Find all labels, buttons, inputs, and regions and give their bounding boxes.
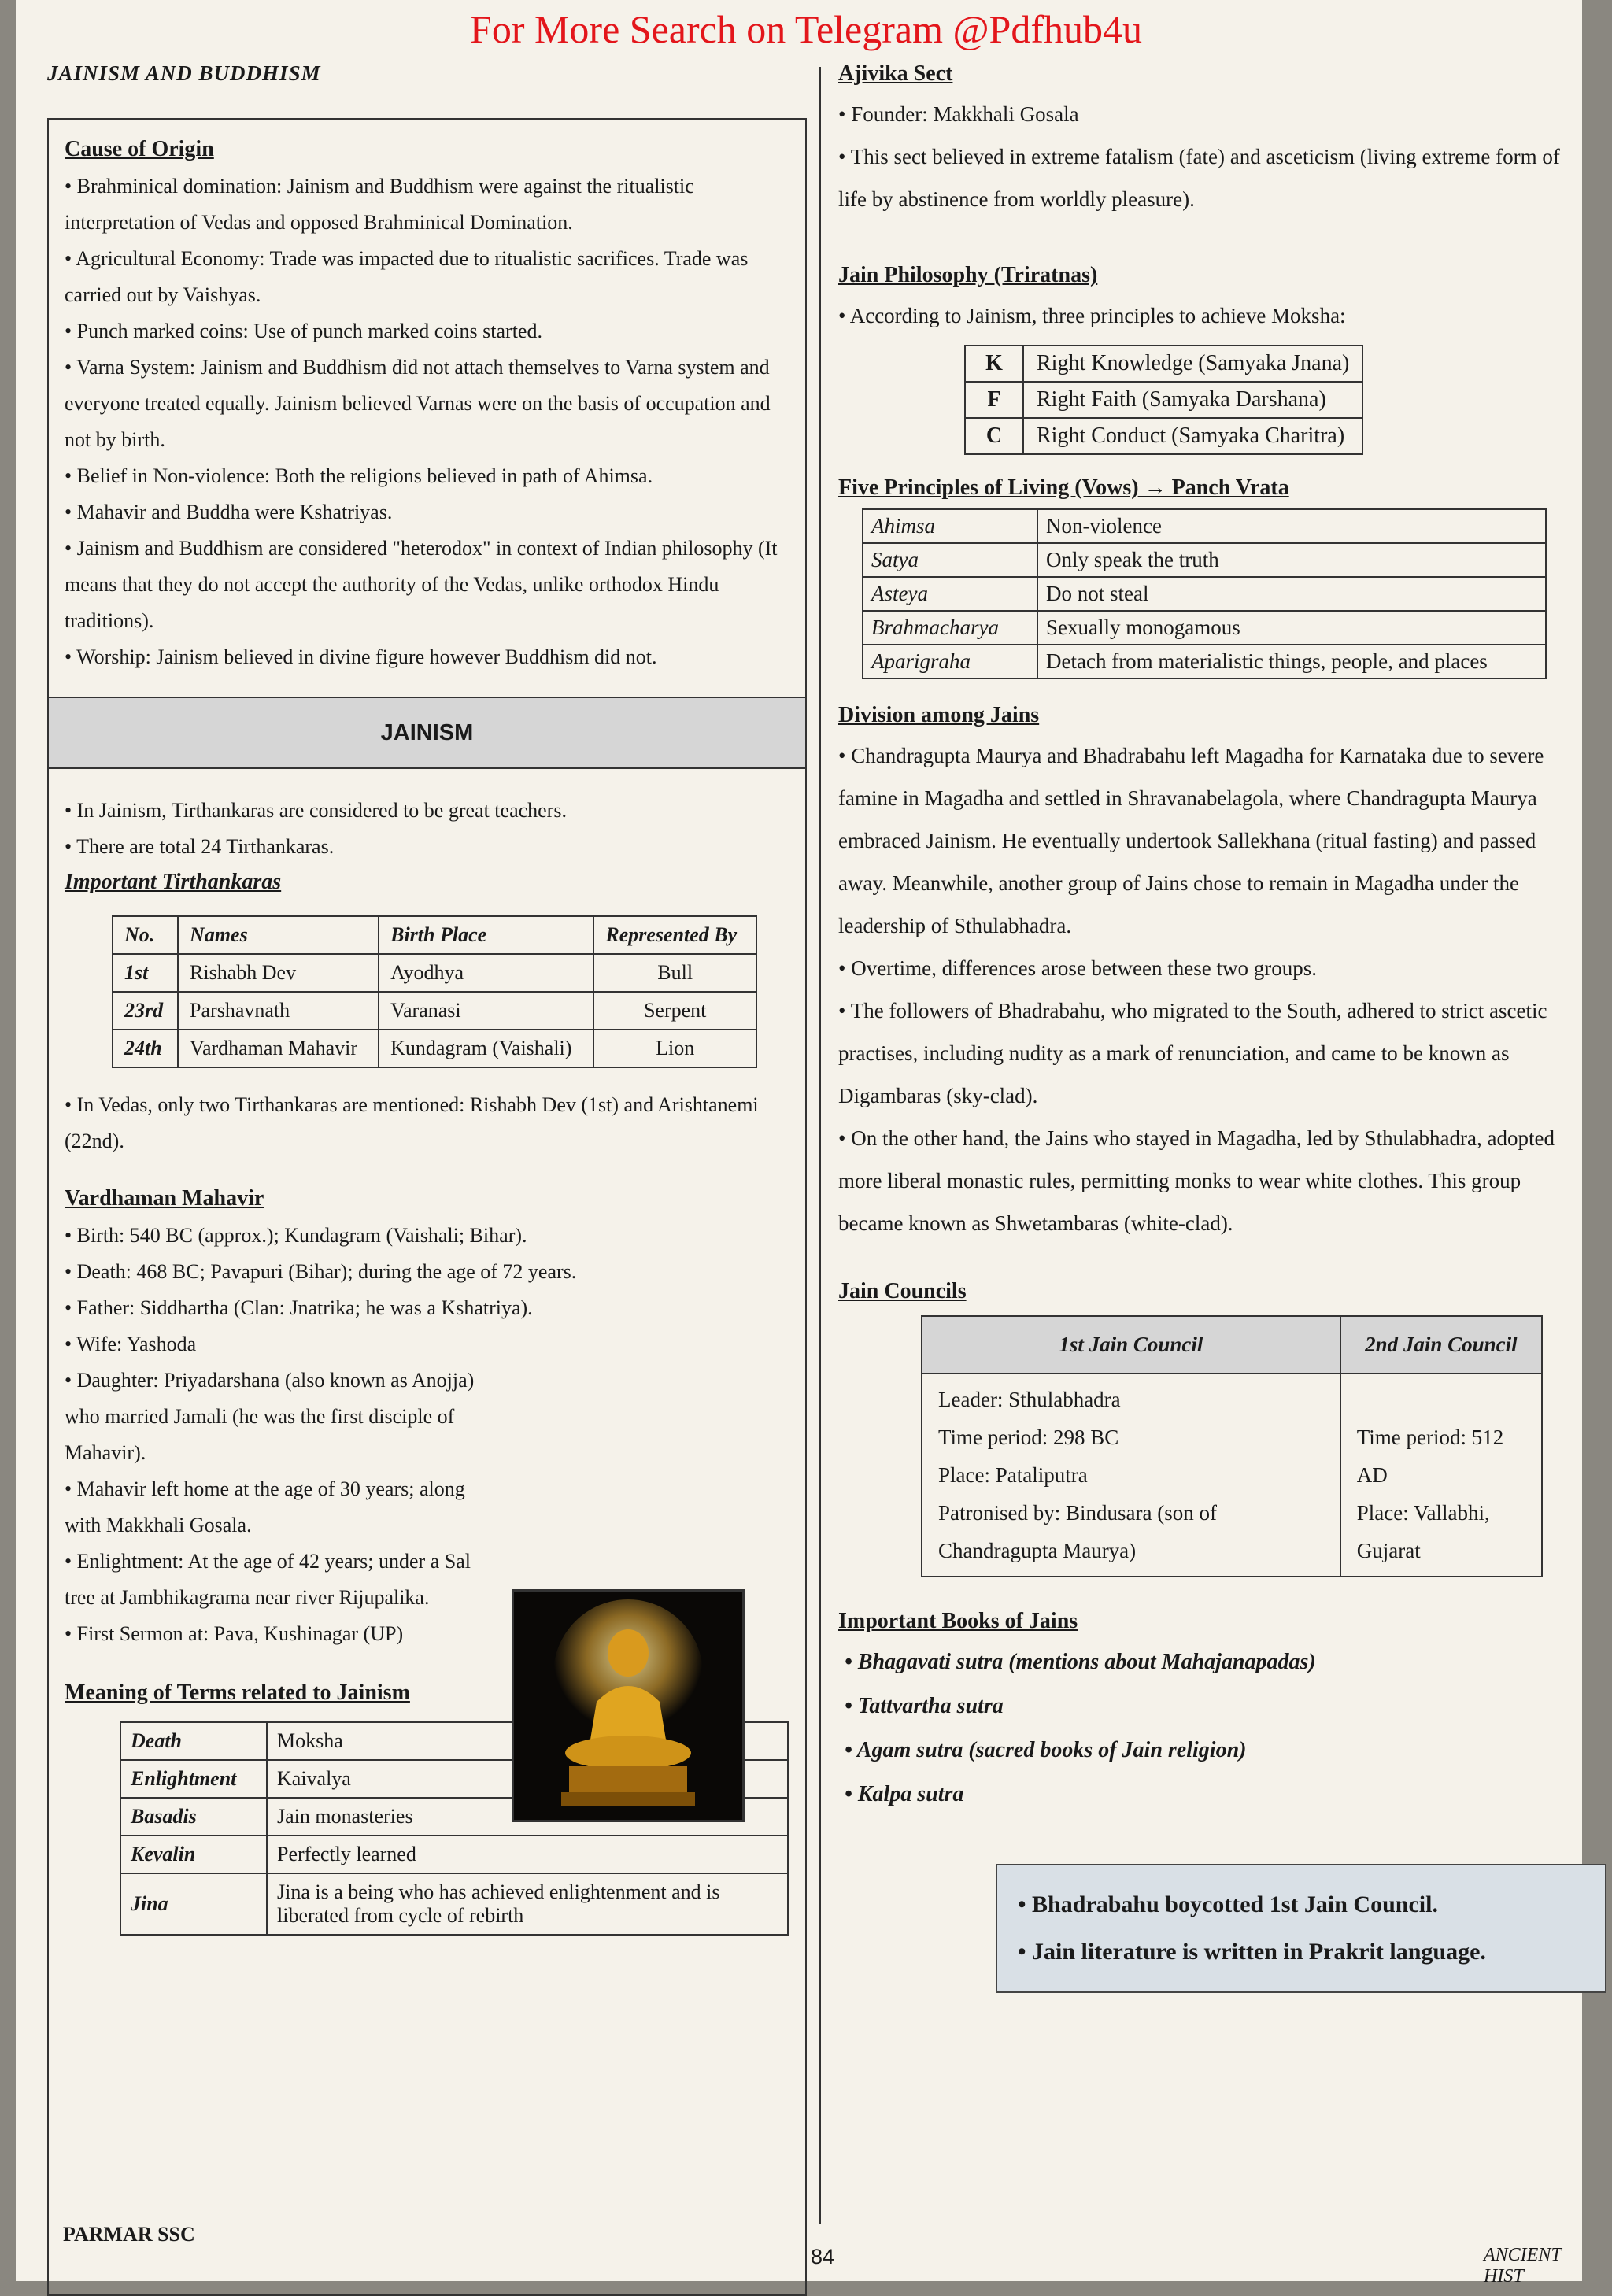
- jainism-intro-item: • There are total 24 Tirthankaras.: [65, 835, 335, 858]
- table-header-row: [922, 1316, 1542, 1374]
- table-cell: Right Conduct (Samyaka Charitra): [1023, 418, 1362, 454]
- meaning-cell: Perfectly learned: [267, 1836, 788, 1873]
- vedas-note: • In Vedas, only two Tirthankaras are mentioned: Rishabh Dev (1st) and Arishtanemi (22nd).: [65, 1093, 759, 1152]
- councils-table: [921, 1315, 1543, 1577]
- table-cell: Only speak the truth: [1037, 543, 1546, 577]
- origin-item: • Worship: Jainism believed in divine figure however Buddhism did not.: [65, 645, 657, 668]
- mahavir-item: • Mahavir left home at the age of 30 years; along with Makkhali Gosala.: [65, 1477, 465, 1536]
- section-tag: ANCIENT HIST: [1484, 2245, 1562, 2287]
- note-item: • Bhadrabahu boycotted 1st Jain Council.: [1018, 1891, 1438, 1917]
- table-cell: F: [965, 382, 1023, 418]
- division-item: • On the other hand, the Jains who stayed in Magadha, led by Sthulabhadra, adopted more liberal monastic rules, permitting monks to wear white clothes. This group became known as Shwetambaras (white-clad).: [838, 1126, 1555, 1235]
- ajivika-item: • This sect believed in extreme fatalism (fate) and asceticism (living extreme form of life by abstinence from worldly pleasure).: [838, 145, 1560, 211]
- council-1-period: Time period: 298 BC: [938, 1425, 1119, 1449]
- councils-heading: Jain Councils: [838, 1279, 967, 1303]
- table-cell: Serpent: [593, 992, 756, 1030]
- vows-table: [862, 508, 1547, 679]
- meaning-cell: Jain monasteries: [267, 1798, 788, 1836]
- table-cell: Ahimsa: [863, 509, 1037, 543]
- jainism-section-band: JAINISM: [47, 697, 807, 769]
- page-sheet: [16, 0, 1582, 2287]
- division-item: • The followers of Bhadrabahu, who migrated to the South, adhered to strict ascetic practises, including nudity as a mark of renunciation, and came to be known as Digambaras (sky-clad).: [838, 999, 1547, 1107]
- table-cell: Asteya: [863, 577, 1037, 611]
- table-cell: Varanasi: [379, 992, 593, 1030]
- book-item: • Agam sutra (sacred books of Jain religion): [845, 1738, 1247, 1762]
- origin-item: • Punch marked coins: Use of punch marked coins started.: [65, 320, 542, 342]
- jainism-section-body: [47, 769, 807, 2296]
- table-row: [113, 954, 756, 992]
- right-column: [838, 61, 1578, 1993]
- column-header: Represented By: [593, 916, 756, 954]
- table-cell: 24th: [113, 1030, 178, 1067]
- table-row: [113, 992, 756, 1030]
- table-cell: Non-violence: [1037, 509, 1546, 543]
- council-1-cell: [922, 1374, 1340, 1577]
- term-cell: Enlightment: [120, 1760, 267, 1798]
- table-row: [965, 346, 1362, 382]
- council-2-period: Time period: 512 AD: [1356, 1425, 1504, 1487]
- table-cell: 23rd: [113, 992, 178, 1030]
- table-cell: Aparigraha: [863, 645, 1037, 678]
- column-header: Names: [178, 916, 379, 954]
- table-cell: K: [965, 346, 1023, 382]
- page-number: 84: [811, 2245, 835, 2268]
- column-header: No.: [113, 916, 178, 954]
- term-cell: Basadis: [120, 1798, 267, 1836]
- mahavir-item: • Death: 468 BC; Pavapuri (Bihar); during the age of 72 years.: [65, 1260, 577, 1283]
- mahavir-heading: Vardhaman Mahavir: [65, 1186, 264, 1211]
- term-cell: Death: [120, 1722, 267, 1760]
- table-cell: Brahmacharya: [863, 611, 1037, 645]
- note-item: • Jain literature is written in Prakrit language.: [1018, 1939, 1486, 1965]
- term-cell: Kevalin: [120, 1836, 267, 1873]
- table-cell: Do not steal: [1037, 577, 1546, 611]
- book-item: • Bhagavati sutra (mentions about Mahajanapadas): [845, 1650, 1316, 1674]
- mahavir-item: • Daughter: Priyadarshana (also known as Anojja) who married Jamali (he was the first disciple of Mahavir).: [65, 1369, 475, 1464]
- table-row: [863, 645, 1546, 678]
- mahavir-item: • Father: Siddhartha (Clan: Jnatrika; he was a Kshatriya).: [65, 1296, 533, 1319]
- telegram-banner: For More Search on Telegram @Pdfhub4u: [470, 7, 1142, 51]
- mahavir-item: • First Sermon at: Pava, Kushinagar (UP): [65, 1622, 404, 1645]
- origin-item: • Jainism and Buddhism are considered "heterodox" in context of Indian philosophy (It means that they do not accept the authority of the Vedas, unlike orthodox Hindu traditions).: [65, 537, 778, 632]
- table-header-row: [113, 916, 756, 954]
- mahavir-item: • Wife: Yashoda: [65, 1333, 197, 1355]
- term-cell: Jina: [120, 1873, 267, 1935]
- table-row: [120, 1836, 788, 1873]
- table-row: [863, 543, 1546, 577]
- terms-heading: Meaning of Terms related to Jainism: [65, 1680, 410, 1705]
- origin-item: • Varna System: Jainism and Buddhism did not attach themselves to Varna system and everyone treated equally. Jainism believed Varnas were on the basis of occupation and not by birth.: [65, 356, 771, 451]
- column-header: Birth Place: [379, 916, 593, 954]
- table-row: [863, 611, 1546, 645]
- philosophy-intro: • According to Jainism, three principles to achieve Moksha:: [838, 304, 1346, 327]
- meaning-cell: Moksha: [267, 1722, 788, 1760]
- ajivika-item: • Founder: Makkhali Gosala: [838, 102, 1079, 126]
- division-item: • Chandragupta Maurya and Bhadrabahu left Magadha for Karnataka due to severe famine in Magadha and settled in Shravanabelagola, where Chandragupta Maurya embraced Jainism. He eventually undertook Sallekhana (ritual fasting) and passed away. Meanwhile, another group of Jains chose to remain in Magadha under the leadership of Sthulabhadra.: [838, 744, 1544, 937]
- council-2-place: Place: Vallabhi, Gujarat: [1356, 1501, 1490, 1562]
- table-cell: Kundagram (Vaishali): [379, 1030, 593, 1067]
- tirthankaras-heading: Important Tirthankaras: [65, 870, 282, 894]
- table-cell: Right Faith (Samyaka Darshana): [1023, 382, 1362, 418]
- books-heading: Important Books of Jains: [838, 1609, 1078, 1633]
- origin-heading: Cause of Origin: [65, 137, 214, 161]
- table-cell: Rishabh Dev: [178, 954, 379, 992]
- council-1-leader: Leader: Sthulabhadra: [938, 1388, 1121, 1411]
- cause-of-origin-box: [47, 118, 807, 697]
- table-cell: Lion: [593, 1030, 756, 1067]
- table-cell: Satya: [863, 543, 1037, 577]
- table-cell: Right Knowledge (Samyaka Jnana): [1023, 346, 1362, 382]
- table-cell: Bull: [593, 954, 756, 992]
- triratnas-table: [964, 345, 1363, 455]
- column-header: 2nd Jain Council: [1340, 1316, 1542, 1374]
- vows-heading: Five Principles of Living (Vows) → Panch Vrata: [838, 475, 1289, 500]
- mahavir-statue-image: [512, 1589, 745, 1822]
- key-notes-box: [996, 1864, 1606, 1993]
- table-row: [863, 509, 1546, 543]
- table-cell: Sexually monogamous: [1037, 611, 1546, 645]
- origin-item: • Mahavir and Buddha were Kshatriyas.: [65, 501, 393, 523]
- running-head: JAINISM AND BUDDHISM: [47, 61, 321, 85]
- table-cell: Ayodhya: [379, 954, 593, 992]
- philosophy-heading: Jain Philosophy (Triratnas): [838, 263, 1098, 287]
- origin-item: • Brahminical domination: Jainism and Buddhism were against the ritualistic interpretation of Vedas and opposed Brahminical Domination.: [65, 175, 694, 234]
- book-item: • Tattvartha sutra: [845, 1694, 1004, 1718]
- ajivika-heading: Ajivika Sect: [838, 61, 953, 86]
- mahavir-item: • Birth: 540 BC (approx.); Kundagram (Vaishali; Bihar).: [65, 1224, 527, 1247]
- table-cell: Vardhaman Mahavir: [178, 1030, 379, 1067]
- mahavir-list: [65, 1218, 577, 1652]
- mahavir-item: • Enlightment: At the age of 42 years; under a Sal tree at Jambhikagrama near river Rijupalika.: [65, 1550, 471, 1609]
- council-2-leader: [1357, 1381, 1525, 1418]
- table-row: [863, 577, 1546, 611]
- tirthankaras-table: [112, 915, 757, 1068]
- book-item: • Kalpa sutra: [845, 1782, 964, 1806]
- column-divider: [819, 67, 821, 2224]
- table-row: [113, 1030, 756, 1067]
- table-row: [965, 382, 1362, 418]
- table-row: [120, 1873, 788, 1935]
- council-2-cell: [1340, 1374, 1542, 1577]
- division-item: • Overtime, differences arose between these two groups.: [838, 956, 1317, 980]
- table-row: [922, 1374, 1542, 1577]
- council-1-patron: Patronised by: Bindusara (son of Chandragupta Maurya): [938, 1501, 1217, 1562]
- table-cell: Parshavnath: [178, 992, 379, 1030]
- origin-item: • Agricultural Economy: Trade was impacted due to ritualistic sacrifices. Trade was carried out by Vaishyas.: [65, 247, 749, 306]
- column-header: 1st Jain Council: [922, 1316, 1340, 1374]
- table-cell: Detach from materialistic things, people, and places: [1037, 645, 1546, 678]
- division-heading: Division among Jains: [838, 703, 1040, 727]
- jainism-intro-item: • In Jainism, Tirthankaras are considered to be great teachers.: [65, 799, 567, 822]
- meaning-cell: Kaivalya: [267, 1760, 788, 1798]
- publisher-footer: PARMAR SSC: [63, 2223, 195, 2246]
- table-cell: C: [965, 418, 1023, 454]
- table-cell: 1st: [113, 954, 178, 992]
- council-1-place: Place: Pataliputra: [938, 1463, 1088, 1487]
- table-row: [965, 418, 1362, 454]
- meaning-cell: Jina is a being who has achieved enlightenment and is liberated from cycle of rebirth: [267, 1873, 788, 1935]
- mahavir-statue-icon: [514, 1592, 742, 1820]
- origin-item: • Belief in Non-violence: Both the religions believed in path of Ahimsa.: [65, 464, 653, 487]
